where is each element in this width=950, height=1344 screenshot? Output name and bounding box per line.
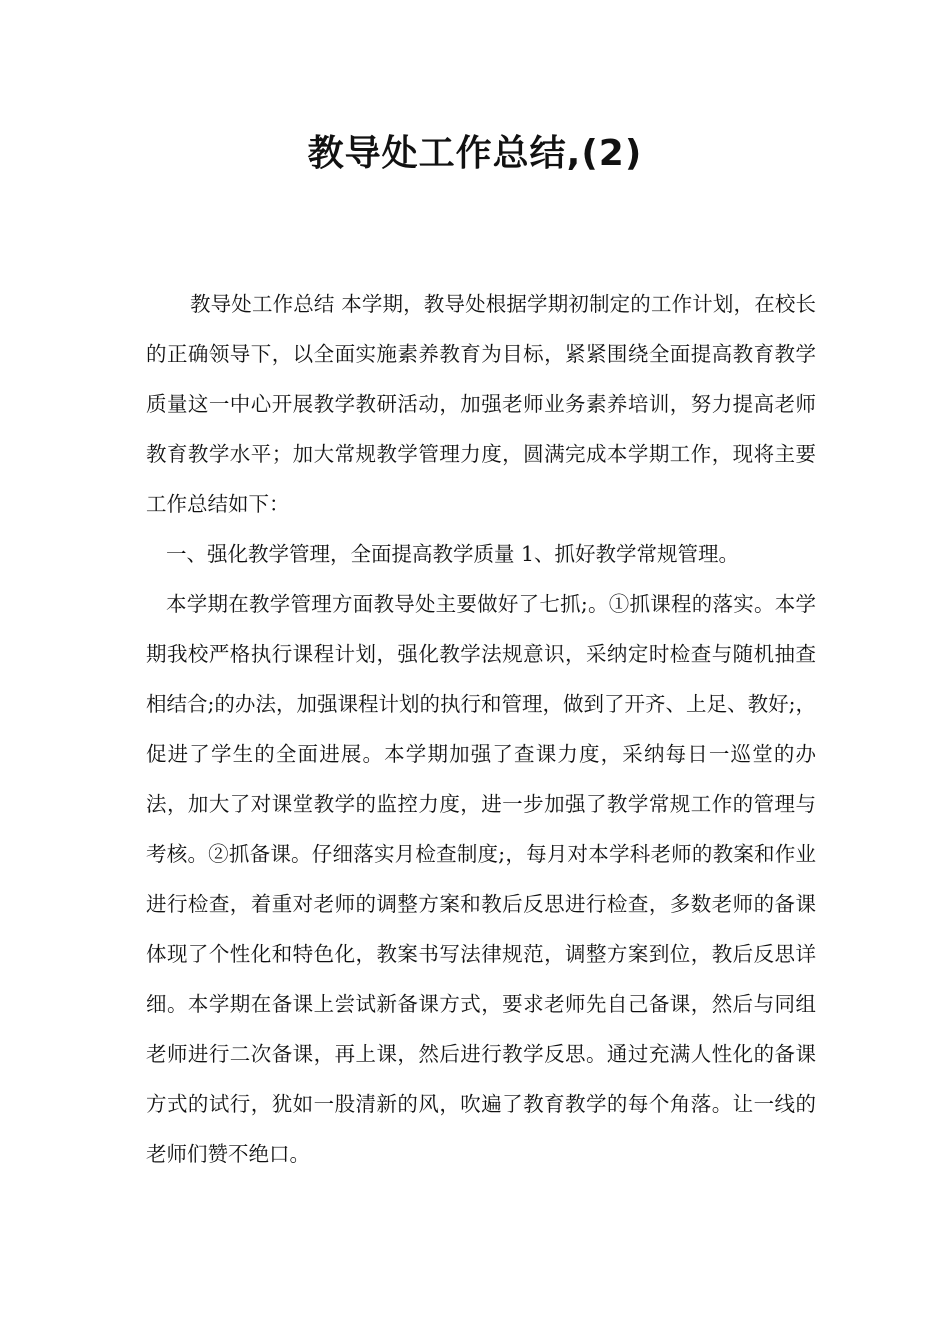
document-title: 教导处工作总结,(2) (307, 133, 643, 174)
paragraph-intro: 教导处工作总结 本学期，教导处根据学期初制定的工作计划，在校长的正确领导下，以全面实施素养教育为目标，紧紧围绕全面提高教育教学质量这一中心开展教学教研活动，加强老师业务素养培训，努力提高老师教育教学水平；加大常规教学管理力度，圆满完成本学期工作，现将主要工作总结如下： (146, 292, 816, 516)
paragraph-section-heading: 一、强化教学管理，全面提高教学质量 1、抓好教学常规管理。 (166, 542, 740, 566)
paragraph-teaching-management: 本学期在教学管理方面教导处主要做好了七抓;。①抓课程的落实。本学期我校严格执行课程计划，强化教学法规意识，采纳定时检查与随机抽查相结合;的办法，加强课程计划的执行和管理，做到了开齐、上足、教好;，促进了学生的全面进展。本学期加强了查课力度，采纳每日一巡堂的办法，加大了对课堂教学的监控力度，进一步加强了教学常规工作的管理与考核。②抓备课。仔细落实月检查制度;，每月对本学科老师的教案和作业进行检查，着重对老师的调整方案和教后反思进行检查，多数老师的备课体现了个性化和特色化，教案书写法律规范，调整方案到位，教后反思详细。本学期在备课上尝试新备课方式，要求老师先自己备课，然后与同组老师进行二次备课，再上课，然后进行教学反思。通过充满人性化的备课方式的试行，犹如一股清新的风，吹遍了教育教学的每个角落。让一线的老师们赞不绝口。 (146, 592, 816, 1166)
